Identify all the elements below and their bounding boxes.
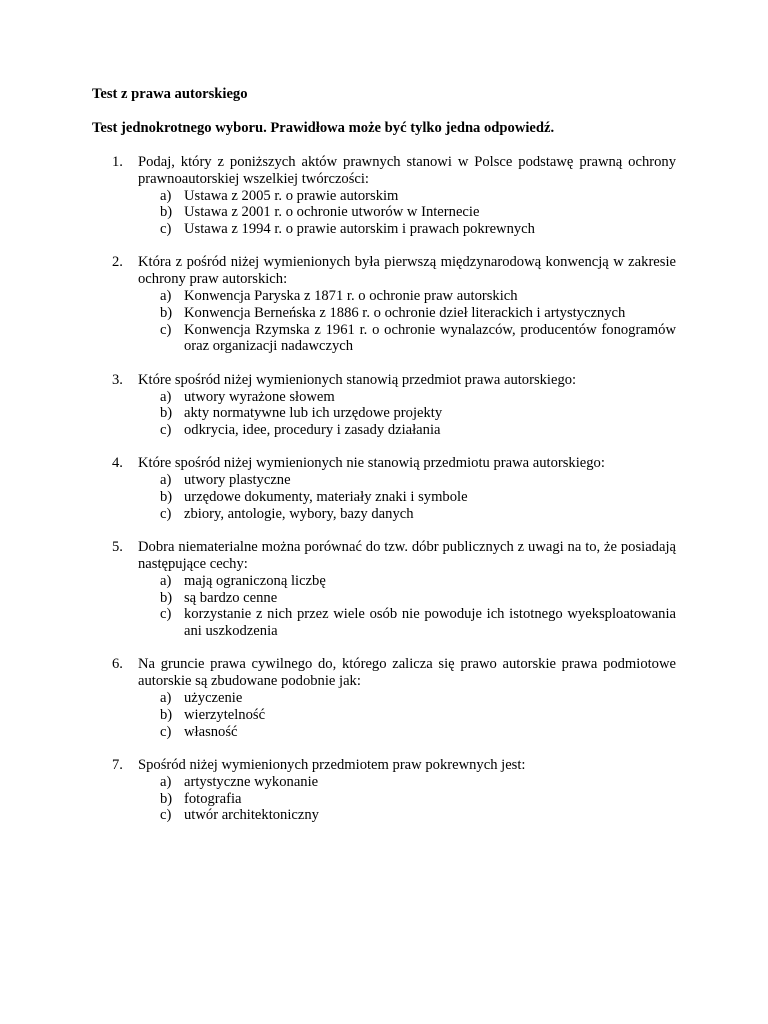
- option-label: b): [160, 589, 173, 606]
- question-3: [92, 372, 676, 439]
- option-label: b): [160, 790, 173, 807]
- option-label: b): [160, 706, 173, 723]
- answer-option-c: [160, 807, 676, 824]
- question-7: [92, 757, 676, 824]
- answer-option-b: [160, 405, 676, 422]
- answer-option-c: [160, 422, 676, 439]
- answer-option-b: [160, 590, 676, 607]
- option-text: korzystanie z nich przez wiele osób nie powoduje ich istotnego wyeksploatowania ani uszkodzenia: [184, 606, 676, 640]
- option-label: a): [160, 472, 172, 489]
- question-number: 4.: [112, 455, 123, 472]
- option-text: własność: [184, 723, 238, 740]
- answer-option-b: [160, 707, 676, 724]
- option-label: a): [160, 572, 172, 589]
- option-text: Konwencja Berneńska z 1886 r. o ochronie dzieł literackich i artystycznych: [184, 304, 626, 321]
- option-text: urzędowe dokumenty, materiały znaki i symbole: [184, 489, 468, 506]
- answer-option-c: [160, 606, 676, 640]
- option-text: utwory plastyczne: [184, 472, 291, 489]
- question-text: Podaj, który z poniższych aktów prawnych stanowi w Polsce podstawę prawną ochrony prawnoautorskiej wszelkiej twórczości:: [138, 154, 676, 187]
- option-text: Ustawa z 2001 r. o ochronie utworów w Internecie: [184, 204, 480, 221]
- answer-option-c: [160, 724, 676, 741]
- answer-options: [114, 472, 676, 522]
- option-label: c): [160, 221, 172, 238]
- option-text: zbiory, antologie, wybory, bazy danych: [184, 505, 414, 522]
- option-text: artystyczne wykonanie: [184, 773, 319, 790]
- question-number: 7.: [112, 756, 123, 773]
- option-label: a): [160, 288, 172, 305]
- option-label: b): [160, 304, 173, 321]
- option-label: b): [160, 489, 173, 506]
- question-6: [92, 656, 676, 740]
- question-text: Spośród niżej wymienionych przedmiotem praw pokrewnych jest:: [138, 756, 526, 773]
- answer-option-b: [160, 489, 676, 506]
- option-text: mają ograniczoną liczbę: [184, 572, 326, 589]
- question-number: 2.: [112, 254, 123, 271]
- option-text: Konwencja Paryska z 1871 r. o ochronie praw autorskich: [184, 288, 518, 305]
- option-label: b): [160, 405, 173, 422]
- question-number: 5.: [112, 539, 123, 556]
- option-label: c): [160, 321, 172, 338]
- question-text: Dobra niematerialne można porównać do tzw. dóbr publicznych z uwagi na to, że posiadają następujące cechy:: [138, 539, 676, 572]
- question-1: [92, 154, 676, 238]
- answer-option-c: [160, 221, 676, 238]
- answer-option-a: [160, 472, 676, 489]
- answer-option-c: [160, 322, 676, 356]
- question-text: Które spośród niżej wymienionych stanowią przedmiot prawa autorskiego:: [138, 371, 577, 388]
- answer-option-a: [160, 690, 676, 707]
- option-label: a): [160, 690, 172, 707]
- option-text: użyczenie: [184, 690, 243, 707]
- option-text: utwory wyrażone słowem: [184, 388, 335, 405]
- option-text: odkrycia, idee, procedury i zasady działania: [184, 422, 441, 439]
- option-text: wierzytelność: [184, 706, 266, 723]
- option-text: Ustawa z 1994 r. o prawie autorskim i prawach pokrewnych: [184, 221, 535, 238]
- question-text: Która z pośród niżej wymienionych była pierwszą międzynarodową konwencją w zakresie ochrony praw autorskich:: [138, 254, 676, 288]
- answer-options: [114, 690, 676, 740]
- question-list: [92, 154, 676, 824]
- answer-option-a: [160, 774, 676, 791]
- question-number: 6.: [112, 656, 123, 673]
- answer-options: [114, 774, 676, 824]
- answer-options: [114, 288, 676, 355]
- answer-option-a: [160, 389, 676, 406]
- answer-option-b: [160, 305, 676, 322]
- document-title: Test z prawa autorskiego: [92, 86, 248, 102]
- answer-options: [114, 389, 676, 439]
- question-number: 1.: [112, 154, 123, 170]
- answer-option-b: [160, 204, 676, 221]
- question-number: 3.: [112, 371, 123, 388]
- answer-option-c: [160, 506, 676, 523]
- option-label: c): [160, 505, 172, 522]
- option-text: akty normatywne lub ich urzędowe projekty: [184, 405, 443, 422]
- answer-option-b: [160, 791, 676, 808]
- question-text: Które spośród niżej wymienionych nie stanowią przedmiotu prawa autorskiego:: [138, 455, 605, 472]
- answer-option-a: [160, 288, 676, 305]
- question-2: [92, 254, 676, 355]
- option-text: utwór architektoniczny: [184, 807, 319, 824]
- option-text: są bardzo cenne: [184, 589, 278, 606]
- answer-option-a: [160, 573, 676, 590]
- option-label: a): [160, 187, 172, 204]
- option-label: c): [160, 606, 172, 623]
- question-5: [92, 539, 676, 640]
- option-text: fotografia: [184, 790, 242, 807]
- option-label: a): [160, 773, 172, 790]
- option-text: Konwencja Rzymska z 1961 r. o ochronie wynalazców, producentów fonogramów oraz organizacji nadawczych: [184, 321, 676, 355]
- option-label: c): [160, 807, 172, 824]
- document-instructions: Test jednokrotnego wyboru. Prawidłowa może być tylko jedna odpowiedź.: [92, 120, 555, 136]
- option-label: a): [160, 388, 172, 405]
- option-label: b): [160, 204, 173, 221]
- question-4: [92, 455, 676, 522]
- document-page: [92, 86, 676, 841]
- question-text: Na gruncie prawa cywilnego do, którego zalicza się prawo autorskie prawa podmiotowe autorskie są zbudowane podobnie jak:: [138, 656, 676, 690]
- answer-options: [114, 188, 676, 238]
- answer-options: [114, 573, 676, 640]
- option-label: c): [160, 723, 172, 740]
- option-label: c): [160, 422, 172, 439]
- answer-option-a: [160, 188, 676, 205]
- option-text: Ustawa z 2005 r. o prawie autorskim: [184, 187, 399, 204]
